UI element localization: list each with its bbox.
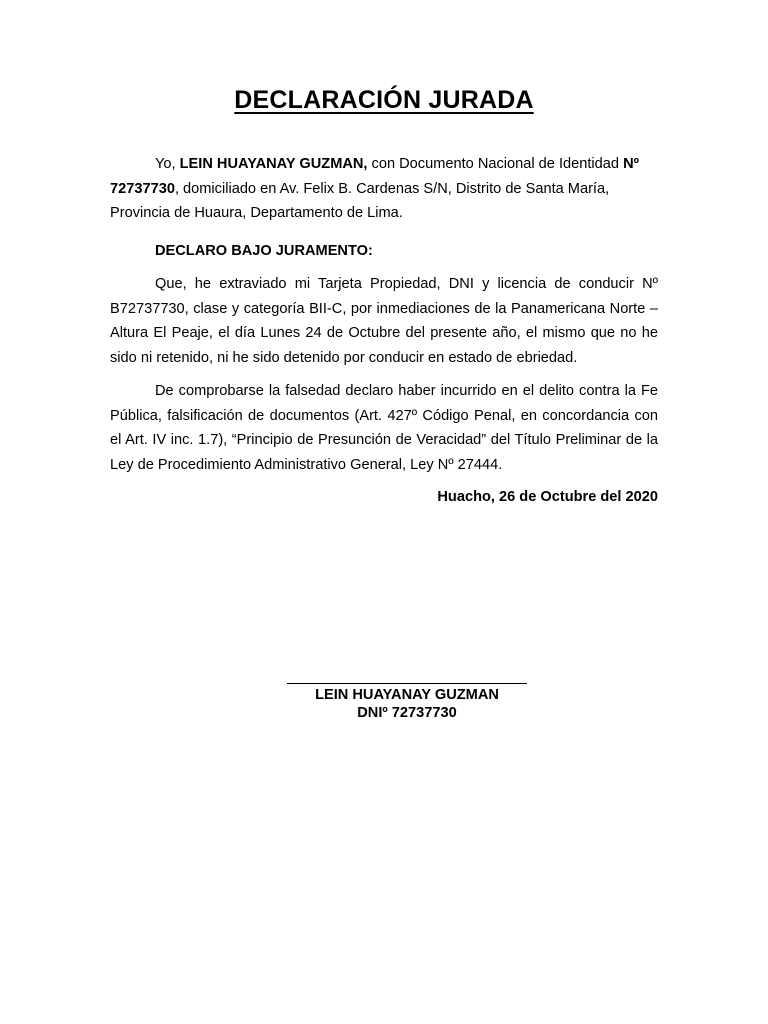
paragraph-legal: De comprobarse la falsedad declaro haber incurrido en el delito contra la Fe Pública, falsificación de documentos (Art. 427º Código Penal, en concordancia con el Art. IV inc. 1.7), “Principio de Presunción de Veracidad” del Título Preliminar de la Ley de Procedimiento Administrativo General, Ley Nº 27444. — [110, 383, 658, 473]
document-body — [110, 152, 658, 510]
paragraph-identity — [110, 152, 658, 226]
declarant-name: LEIN HUAYANAY GUZMAN, — [179, 156, 368, 172]
dni-number: Nº 72737730 — [110, 156, 639, 197]
signature-line — [287, 683, 527, 684]
document-title: DECLARACIÓN JURADA — [234, 86, 534, 114]
signature-block — [287, 671, 527, 722]
place-date: Huacho, 26 de Octubre del 2020 — [437, 489, 658, 505]
signature-dni: DNIº 72737730 — [357, 705, 457, 721]
paragraph-identity-mid: con Documento Nacional de Identidad — [367, 156, 624, 172]
paragraph-loss: Que, he extraviado mi Tarjeta Propiedad, DNI y licencia de conducir Nº B72737730, clase y categoría BII-C, por inmediaciones de la Panamericana Norte – Altura El Peaje, el día Lunes 24 de Octubre del presente año, el mismo que no he sido ni retenido, ni he sido detenido por conducir en estado de ebriedad. — [110, 276, 658, 366]
paragraph-identity-lead: Yo, — [155, 156, 180, 172]
paragraph-identity-rest: , domiciliado en Av. Felix B. Cardenas S/N, Distrito de Santa María, Provincia de Huaura, Departamento de Lima. — [110, 180, 610, 221]
signature-name: LEIN HUAYANAY GUZMAN — [315, 687, 499, 703]
declaration-heading: DECLARO BAJO JURAMENTO: — [155, 242, 373, 259]
